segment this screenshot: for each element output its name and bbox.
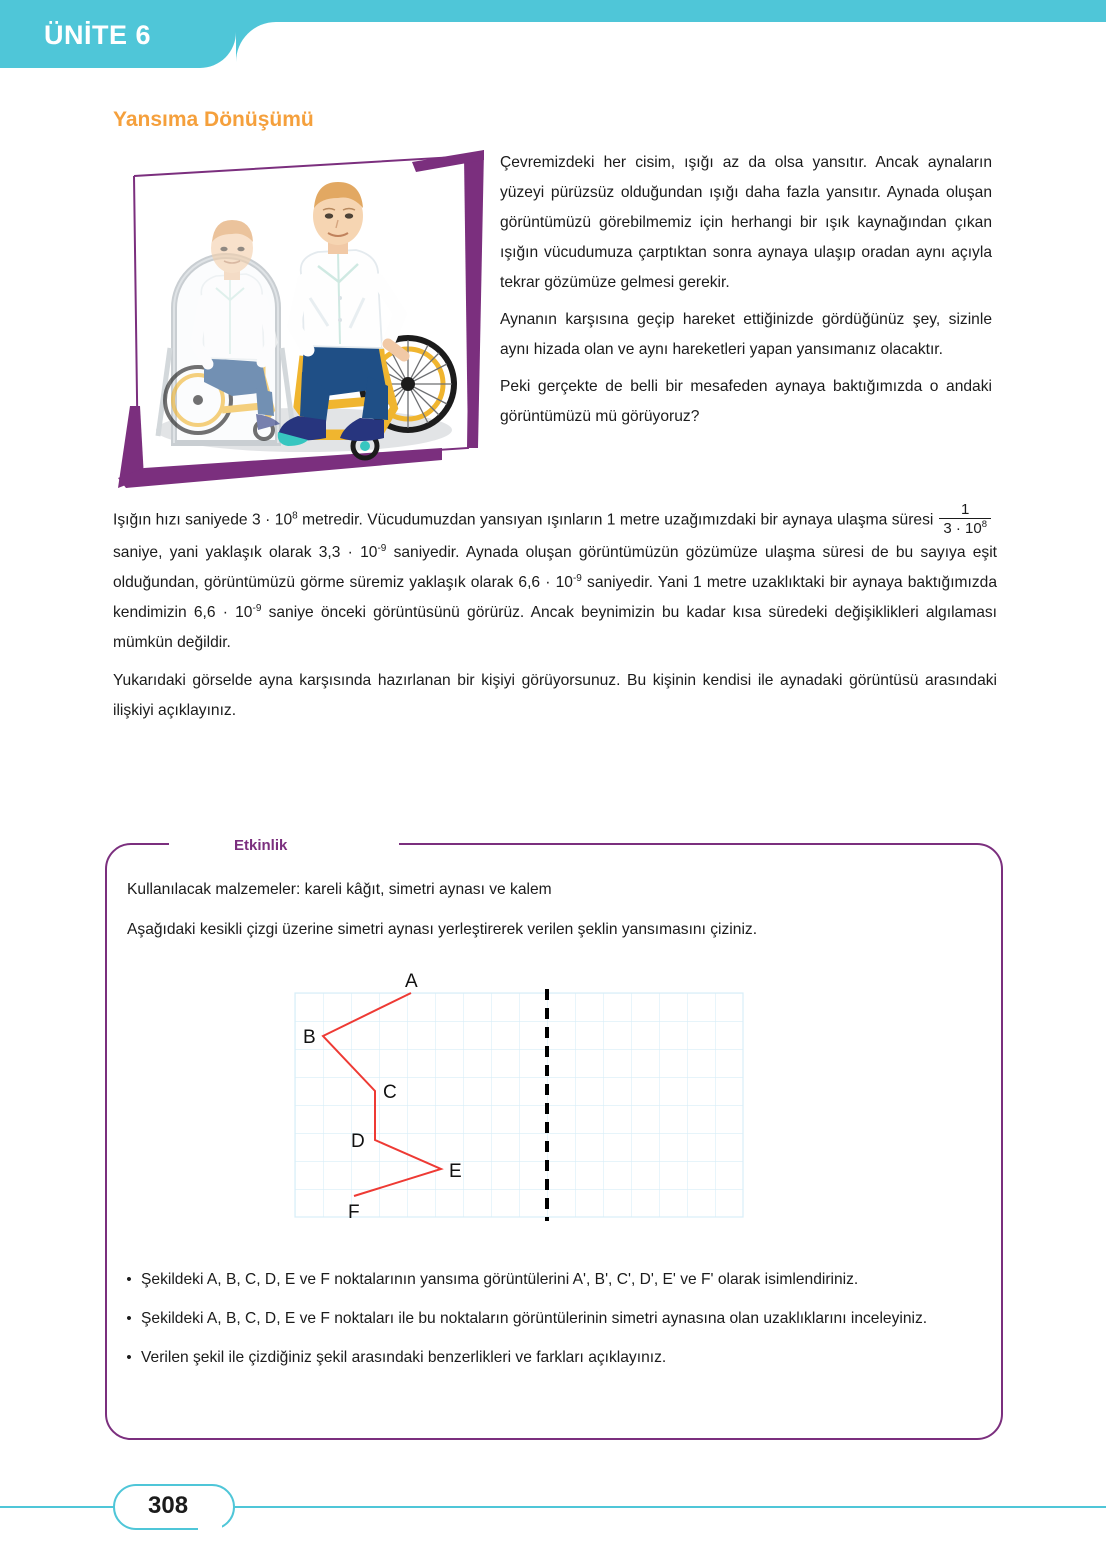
math-paragraph — [113, 503, 997, 658]
fraction-numerator: 1 — [939, 502, 991, 519]
activity-instruction: Aşağıdaki kesikli çizgi üzerine simetri aynası yerleştirerek verilen şeklin yansımasını çiziniz. — [127, 921, 758, 938]
reflection-grid-figure — [295, 971, 743, 1223]
fraction-denominator — [939, 519, 991, 537]
intro-paragraph-2: Aynanın karşısına geçip hareket ettiğinizde gördüğünüz şey, sizinle aynı hizada olan ve aynı hareketleri yapan yansımanız olacaktır. — [500, 311, 992, 358]
point-label-C: C — [383, 1082, 397, 1103]
activity-label: Etkinlik — [222, 837, 299, 854]
intro-text-column — [500, 148, 992, 432]
closing-paragraph: Yukarıdaki görselde ayna karşısında hazırlanan bir kişiyi görüyorsunuz. Bu kişinin kendisi ile aynadaki görüntüsü arasındaki ilişkiyi açıklayınız. — [113, 672, 997, 719]
bullet-marker-icon: • — [126, 1310, 132, 1327]
grid-background — [295, 993, 743, 1217]
math-part-2: metredir. Vücudumuzdan yansıyan ışınların 1 metre uzağımızdaki bir aynaya ulaşma süresi — [297, 511, 934, 529]
list-item — [117, 1304, 997, 1334]
fraction-denominator-base: 3 · 10 — [943, 520, 982, 537]
intro-paragraph-1: Çevremizdeki her cisim, ışığı az da olsa yansıtır. Ancak aynaların yüzeyi pürüzsüz olduğundan ışığı daha fazla yansıtır. Aynada oluşan görüntümüzü görebilmemiz için herhangi bir ışık kaynağından çıkan ışığın vücudumuza çarptıktan sonra aynaya ulaşıp oradan aynı açıyla tekrar gözümüze gelmesi gerekir. — [500, 154, 992, 291]
activity-box — [105, 843, 1003, 1440]
list-item — [117, 1265, 997, 1295]
math-exponent-3: -9 — [572, 572, 582, 584]
list-item — [117, 1343, 997, 1373]
fraction-denominator-exponent: 8 — [981, 519, 987, 530]
bullet-marker-icon: • — [126, 1271, 132, 1288]
unit-tab-notch — [236, 22, 276, 62]
activity-bullet-list — [117, 1265, 997, 1382]
math-part-5: saniyedir. Yani 1 metre uzaklıktaki bir aynaya baktığımızda kendimizin 6,6 · 10 — [113, 574, 997, 621]
math-part-3: saniye, yani yaklaşık olarak 3,3 · 10 — [113, 544, 378, 561]
point-label-E: E — [449, 1161, 462, 1182]
page-pill-mask-right — [198, 1507, 222, 1533]
mirror-illustration — [112, 148, 484, 488]
math-part-1: Işığın hızı saniyede 3 · 10 — [113, 511, 293, 529]
intro-paragraph-3: Peki gerçekte de belli bir mesafeden aynaya baktığımızda o andaki görüntümüzü mü görüyoruz? — [500, 378, 992, 425]
fraction — [939, 502, 991, 537]
page-title: Yansıma Dönüşümü — [113, 108, 314, 131]
math-part-6: saniye önceki görüntüsünü görürüz. Ancak beynimizin bu kadar kısa süredeki değişiklikleri algılaması mümkün değildir. — [113, 604, 997, 651]
point-label-A: A — [405, 971, 418, 992]
bullet-text-3: Verilen şekil ile çizdiğiniz şekil arasındaki benzerlikleri ve farkları açıklayınız. — [141, 1349, 667, 1366]
point-label-D: D — [351, 1131, 365, 1152]
math-exponent-1: 8 — [292, 510, 298, 522]
activity-content — [107, 875, 1005, 945]
bullet-marker-icon: • — [126, 1349, 132, 1366]
activity-materials: Kullanılacak malzemeler: kareli kâğıt, simetri aynası ve kalem — [127, 881, 552, 898]
math-part-4: saniyedir. Aynada oluşan görüntümüzün gözümüze ulaşma süresi de bu sayıya eşit olduğundan, görüntümüzü görme süremiz yaklaşık olarak 6,6 · 10 — [113, 544, 997, 591]
unit-label: ÜNİTE 6 — [44, 20, 152, 50]
grid-figure-svg — [295, 971, 743, 1223]
math-exponent-2: -9 — [377, 542, 387, 554]
bullet-text-2: Şekildeki A, B, C, D, E ve F noktaları ile bu noktaların görüntülerinin simetri aynasına olan uzaklıklarını inceleyiniz. — [141, 1310, 928, 1327]
page-pill-mask-left — [128, 1493, 150, 1519]
body-text-column — [113, 503, 997, 726]
bullet-text-1: Şekildeki A, B, C, D, E ve F noktalarının yansıma görüntülerini A', B', C', D', E' ve F' olarak isimlendiriniz. — [141, 1271, 859, 1288]
point-label-B: B — [303, 1027, 316, 1048]
math-exponent-4: -9 — [252, 602, 262, 614]
page-number: 308 — [148, 1492, 189, 1519]
point-label-F: F — [348, 1202, 360, 1223]
illustration-svg — [112, 148, 484, 488]
